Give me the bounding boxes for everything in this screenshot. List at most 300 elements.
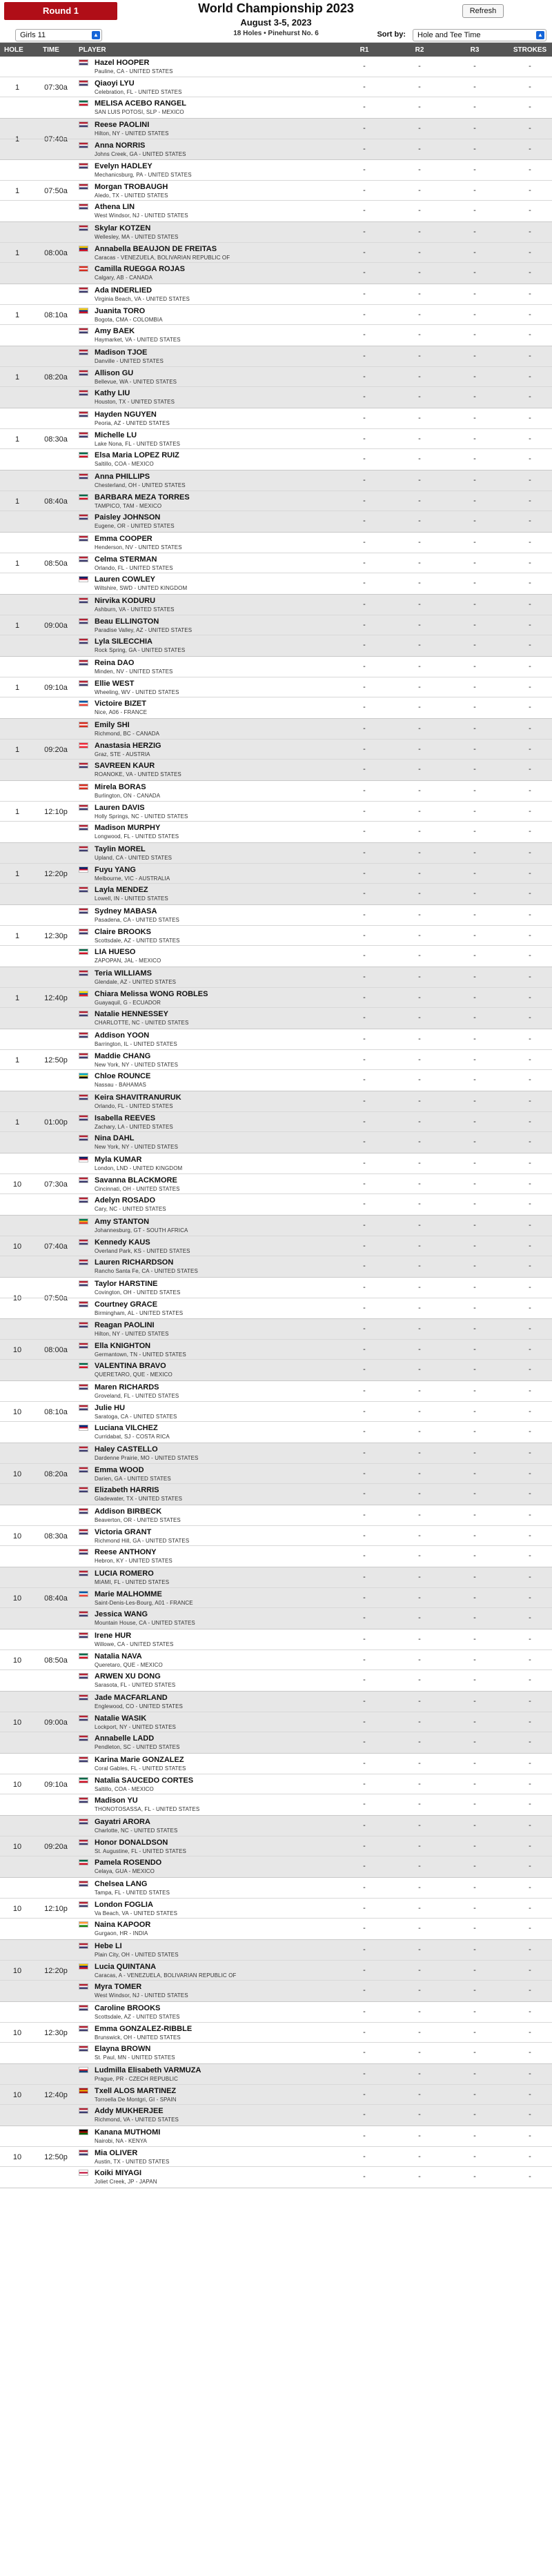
player-row[interactable] [0,1049,552,1069]
player-row[interactable] [0,1111,552,1131]
player-name[interactable]: LUCIA ROMERO [95,1569,154,1578]
score-r3: - [473,268,476,277]
player-name[interactable]: Anastasia HERZIG [95,742,161,750]
hole-number: 1 [14,373,20,382]
player-row[interactable] [0,1856,552,1876]
score-strokes: - [529,807,531,815]
player-name[interactable]: Ada INDERLIED [95,286,152,295]
player-name[interactable]: Myra TOMER [95,1983,142,1991]
player-name[interactable]: Madison MURPHY [95,824,161,832]
player-name[interactable]: Natalia SAUCEDO CORTES [95,1776,194,1785]
player-row[interactable] [0,1339,552,1359]
player-location: Johannesburg, GT - SOUTH AFRICA [95,1227,188,1233]
player-row[interactable] [0,987,552,1007]
player-row[interactable] [0,200,552,220]
player-row[interactable] [0,1670,552,1690]
player-row[interactable] [0,967,552,987]
player-name[interactable]: Reina DAO [95,659,135,667]
country-flag-icon [79,1570,88,1576]
player-row[interactable] [0,97,552,117]
player-row[interactable] [0,1483,552,1503]
player-row[interactable] [0,1029,552,1049]
player-row[interactable] [0,1567,552,1587]
score-strokes: - [529,393,531,401]
score-r1: - [363,973,366,981]
score-r2: - [418,1345,421,1354]
player-name[interactable]: Amy BAEK [95,327,135,335]
player-row[interactable] [0,925,552,945]
player-row[interactable] [0,553,552,573]
tee-group [0,1567,552,1629]
score-strokes: - [529,228,531,236]
player-row[interactable] [0,448,552,468]
player-row[interactable] [0,635,552,655]
player-row[interactable] [0,222,552,242]
player-row[interactable] [0,1732,552,1752]
player-name[interactable]: Celma STERMAN [95,555,157,564]
player-name[interactable]: Reese ANTHONY [95,1548,157,1556]
player-name[interactable]: Chiara Melissa WONG ROBLES [95,990,208,998]
player-name[interactable]: Ludmilla Elisabeth VARMUZA [95,2066,201,2074]
score-strokes: - [529,1097,531,1105]
player-name[interactable]: Emily SHI [95,721,130,729]
player-name[interactable]: Michelle LU [95,431,137,439]
tee-time: 07:30a [44,1180,68,1189]
player-name[interactable]: Madison TJOE [95,348,148,357]
score-r1: - [363,476,366,484]
player-name[interactable]: Anna PHILLIPS [95,473,150,481]
hole-number: 1 [14,932,20,940]
player-row[interactable] [0,573,552,593]
player-row[interactable] [0,242,552,262]
player-row[interactable] [0,77,552,97]
player-name[interactable]: Adelyn ROSADO [95,1196,156,1205]
player-location: Saltillo, COA - MEXICO [95,1786,154,1792]
score-r2: - [418,869,421,878]
player-name[interactable]: Honor DONALDSON [95,1839,168,1847]
player-row[interactable] [0,324,552,344]
player-name[interactable]: Nina DAHL [95,1134,135,1142]
player-row[interactable] [0,1236,552,1256]
player-name[interactable]: Hayden NGUYEN [95,410,157,419]
player-row[interactable] [0,1319,552,1339]
player-name[interactable]: Victoire BIZET [95,700,146,708]
country-flag-icon [79,1819,88,1825]
hole-number: 10 [12,2153,22,2161]
player-name[interactable]: Reagan PAOLINI [95,1321,155,1329]
player-row[interactable] [0,1794,552,1814]
player-row[interactable] [0,1878,552,1898]
country-flag-icon [79,2045,88,2052]
player-row[interactable] [0,2126,552,2146]
score-r2: - [418,1469,421,1478]
player-name[interactable]: Hazel HOOPER [95,59,150,67]
player-name[interactable]: Naina KAPOOR [95,1921,151,1929]
score-r2: - [418,1489,421,1498]
col-r3: R3 [470,46,480,54]
player-row[interactable] [0,863,552,883]
player-row[interactable] [0,180,552,200]
player-row[interactable] [0,1898,552,1918]
player-name[interactable]: Julie HU [95,1404,126,1412]
player-row[interactable] [0,2146,552,2166]
score-r1: - [363,931,366,940]
player-row[interactable] [0,2166,552,2186]
player-name[interactable]: Natalie HENNESSEY [95,1010,168,1018]
score-strokes: - [529,1635,531,1643]
round-tab[interactable]: Round 1 [4,2,117,20]
player-row[interactable] [0,1359,552,1379]
tee-group [0,2064,552,2126]
player-name[interactable]: Natalie WASIK [95,1714,147,1723]
player-row[interactable] [0,1774,552,1794]
player-name[interactable]: SAVREEN KAUR [95,762,155,770]
player-name[interactable]: LIA HUESO [95,948,136,956]
player-row[interactable] [0,1816,552,1836]
player-row[interactable] [0,1278,552,1298]
player-location: Scottsdale, AZ - UNITED STATES [95,2014,180,2020]
player-name[interactable]: Txell ALOS MARTINEZ [95,2087,177,2095]
player-name[interactable]: Juanita TORO [95,307,146,315]
tee-time: 08:30a [44,1532,68,1540]
player-name[interactable]: Athena LIN [95,203,135,211]
player-row[interactable] [0,1401,552,1421]
player-name[interactable]: Jessica WANG [95,1610,148,1618]
player-name[interactable]: Annabella BEAUJON DE FREITAS [95,245,217,253]
player-row[interactable] [0,801,552,821]
player-location: Celaya, GUA - MEXICO [95,1868,155,1874]
player-row[interactable] [0,821,552,841]
player-row[interactable] [0,2022,552,2042]
score-r1: - [363,600,366,608]
player-row[interactable] [0,1381,552,1401]
player-name[interactable]: Ellie WEST [95,680,135,688]
player-name[interactable]: Skylar KOTZEN [95,224,151,232]
player-row[interactable] [0,428,552,448]
player-name[interactable]: Taylor HARSTINE [95,1280,158,1288]
player-row[interactable] [0,511,552,531]
player-row[interactable] [0,2104,552,2124]
score-strokes: - [529,330,531,339]
player-name[interactable]: Isabella REEVES [95,1114,156,1122]
player-name[interactable]: Natalia NAVA [95,1652,142,1661]
hole-number: 10 [12,1408,22,1416]
score-r3: - [473,103,476,111]
score-strokes: - [529,1489,531,1498]
player-location: Englewood, CO - UNITED STATES [95,1703,183,1710]
score-r3: - [473,476,476,484]
player-location: Lockport, NY - UNITED STATES [95,1724,176,1730]
player-location: Va Beach, VA - UNITED STATES [95,1910,178,1916]
score-r2: - [418,166,421,174]
player-row[interactable] [0,1463,552,1483]
hole-number: 1 [14,83,20,92]
player-row[interactable] [0,408,552,428]
score-r2: - [418,1221,421,1229]
player-name[interactable]: Elsa Maria LOPEZ RUIZ [95,451,179,459]
player-row[interactable] [0,1153,552,1173]
player-name[interactable]: Beau ELLINGTON [95,617,159,626]
player-row[interactable] [0,1069,552,1089]
player-name[interactable]: Marie MALHOMME [95,1590,162,1598]
sort-value: Hole and Tee Time [417,31,481,39]
player-name[interactable]: Taylin MOREL [95,845,146,853]
player-row[interactable] [0,1692,552,1712]
player-row[interactable] [0,491,552,511]
player-row[interactable] [0,843,552,863]
player-row[interactable] [0,1131,552,1151]
country-flag-icon [79,1487,88,1493]
player-row[interactable] [0,57,552,77]
player-name[interactable]: Mia OLIVER [95,2149,138,2157]
player-name[interactable]: Maren RICHARDS [95,1383,159,1391]
tee-time: 08:10a [44,1408,68,1416]
score-r2: - [418,827,421,835]
score-r1: - [363,414,366,422]
player-name[interactable]: Teria WILLIAMS [95,969,152,978]
score-r1: - [363,703,366,711]
player-name[interactable]: Madison YU [95,1796,138,1805]
player-row[interactable] [0,2042,552,2062]
player-name[interactable]: Evelyn HADLEY [95,162,152,170]
player-name[interactable]: Allison GU [95,369,134,377]
player-name[interactable]: Reese PAOLINI [95,121,150,129]
score-strokes: - [529,641,531,649]
event-course: 18 Holes • Pinehurst No. 6 [233,30,319,37]
country-flag-icon [79,2129,88,2135]
refresh-button[interactable]: Refresh [462,4,504,18]
player-row[interactable] [0,1980,552,2000]
player-name[interactable]: MELISA ACEBO RANGEL [95,99,187,108]
player-name[interactable]: Kennedy KAUS [95,1238,150,1247]
player-row[interactable] [0,1754,552,1774]
player-row[interactable] [0,1525,552,1545]
country-flag-icon [79,1343,88,1349]
player-name[interactable]: Pamela ROSENDO [95,1859,162,1867]
player-name[interactable]: Chelsea LANG [95,1880,148,1888]
score-r1: - [363,807,366,815]
score-r1: - [363,1800,366,1808]
player-name[interactable]: Amy STANTON [95,1218,150,1226]
score-r1: - [363,641,366,649]
player-row[interactable] [0,1007,552,1027]
score-r2: - [418,330,421,339]
player-name[interactable]: Kanana MUTHOMI [95,2128,161,2137]
player-name[interactable]: Lyla SILECCHIA [95,637,152,646]
player-name[interactable]: Morgan TROBAUGH [95,183,168,191]
player-row[interactable] [0,1505,552,1525]
player-name[interactable]: Irene HUR [95,1632,132,1640]
player-name[interactable]: Lauren RICHARDSON [95,1258,174,1267]
player-row[interactable] [0,1960,552,1980]
player-row[interactable] [0,304,552,324]
player-row[interactable] [0,883,552,903]
player-name[interactable]: Mirela BORAS [95,783,146,791]
country-flag-icon [79,100,88,106]
player-row[interactable] [0,2002,552,2022]
player-name[interactable]: Paisley JOHNSON [95,513,161,522]
player-row[interactable] [0,1587,552,1607]
division-select[interactable] [15,29,102,41]
player-name[interactable]: Lucia QUINTANA [95,1963,157,1971]
score-strokes: - [529,455,531,463]
country-flag-icon [79,1653,88,1659]
player-row[interactable] [0,1298,552,1318]
player-row[interactable] [0,1091,552,1111]
player-name[interactable]: Nirvika KODURU [95,597,156,605]
player-name[interactable]: Kathy LIU [95,389,130,397]
sort-select[interactable] [413,29,546,41]
player-row[interactable] [0,1443,552,1463]
score-r3: - [473,1759,476,1767]
tee-group [0,2126,552,2188]
player-row[interactable] [0,1607,552,1627]
score-r3: - [473,373,476,381]
player-name[interactable]: Haley CASTELLO [95,1445,158,1454]
country-flag-icon [79,2067,88,2073]
player-name[interactable]: Chloe ROUNCE [95,1072,151,1080]
player-name[interactable]: Luciana VILCHEZ [95,1424,158,1432]
player-row[interactable] [0,719,552,739]
player-row[interactable] [0,1940,552,1960]
player-row[interactable] [0,470,552,491]
player-name[interactable]: Fuyu YANG [95,866,136,874]
player-location: Hebron, KY - UNITED STATES [95,1558,172,1564]
player-name[interactable]: Maddie CHANG [95,1052,151,1060]
player-row[interactable] [0,1216,552,1236]
player-row[interactable] [0,346,552,366]
player-row[interactable] [0,677,552,697]
player-row[interactable] [0,1649,552,1670]
score-r1: - [363,724,366,733]
player-name[interactable]: Addison YOON [95,1031,150,1040]
player-name[interactable]: Addison BIRBECK [95,1507,162,1516]
player-row[interactable] [0,1256,552,1276]
player-row[interactable] [0,1421,552,1441]
player-name[interactable]: BARBARA MEZA TORRES [95,493,190,502]
player-name[interactable]: Savanna BLACKMORE [95,1176,177,1185]
player-name[interactable]: Layla MENDEZ [95,886,148,894]
score-strokes: - [529,1552,531,1560]
player-name[interactable]: Anna NORRIS [95,141,146,150]
player-name[interactable]: Claire BROOKS [95,928,151,936]
player-name[interactable]: Elayna BROWN [95,2045,151,2053]
score-r2: - [418,1449,421,1457]
score-strokes: - [529,1118,531,1126]
player-name[interactable]: Elizabeth HARRIS [95,1486,159,1494]
player-name[interactable]: Emma GONZALEZ-RIBBLE [95,2025,193,2033]
score-strokes: - [529,268,531,277]
player-name[interactable]: Karina Marie GONZALEZ [95,1756,184,1764]
player-name[interactable]: Camilla RUEGGA ROJAS [95,265,186,273]
player-row[interactable] [0,1836,552,1856]
player-name[interactable]: Emma COOPER [95,535,152,543]
player-name[interactable]: Addy MUKHERJEE [95,2107,164,2115]
score-r2: - [418,621,421,629]
player-row[interactable] [0,657,552,677]
score-strokes: - [529,1056,531,1064]
country-flag-icon [79,1177,88,1183]
score-r1: - [363,1076,366,1084]
player-row[interactable] [0,2084,552,2104]
country-flag-icon [79,204,88,210]
player-name[interactable]: Courtney GRACE [95,1300,158,1309]
player-row[interactable] [0,1193,552,1213]
country-flag-icon [79,1363,88,1369]
player-name[interactable]: Ella KNIGHTON [95,1342,151,1350]
player-row[interactable] [0,366,552,386]
player-row[interactable] [0,739,552,759]
score-r2: - [418,206,421,215]
player-row[interactable] [0,615,552,635]
score-r1: - [363,352,366,360]
player-location: Ashburn, VA - UNITED STATES [95,606,175,613]
player-row[interactable] [0,1173,552,1193]
player-row[interactable] [0,1918,552,1938]
player-row[interactable] [0,119,552,139]
player-row[interactable] [0,759,552,779]
player-row[interactable] [0,1629,552,1649]
player-row[interactable] [0,160,552,180]
player-name[interactable]: Gayatri ARORA [95,1818,150,1826]
player-location: Scottsdale, AZ - UNITED STATES [95,938,180,944]
player-row[interactable] [0,2064,552,2084]
player-name[interactable]: Qiaoyi LYU [95,79,135,88]
score-r2: - [418,579,421,587]
player-name[interactable]: Lauren DAVIS [95,804,145,812]
country-flag-icon [79,1549,88,1555]
score-r1: - [363,1862,366,1870]
player-name[interactable]: Hebe LI [95,1942,122,1950]
player-name[interactable]: VALENTINA BRAVO [95,1362,166,1370]
player-name[interactable]: Caroline BROOKS [95,2004,161,2012]
player-name[interactable]: Sydney MABASA [95,907,157,915]
player-row[interactable] [0,1545,552,1565]
player-row[interactable] [0,945,552,965]
player-name[interactable]: ARWEN XU DONG [95,1672,161,1681]
player-name[interactable]: Annabelle LADD [95,1734,155,1743]
player-row[interactable] [0,139,552,159]
player-row[interactable] [0,905,552,925]
player-name[interactable]: London FOGLIA [95,1901,153,1909]
player-row[interactable] [0,284,552,304]
player-name[interactable]: Keira SHAVITRANURUK [95,1093,181,1102]
player-row[interactable] [0,595,552,615]
player-row[interactable] [0,1712,552,1732]
player-name[interactable]: Jade MACFARLAND [95,1694,168,1702]
player-row[interactable] [0,781,552,801]
score-r2: - [418,1904,421,1912]
player-name[interactable]: Myla KUMAR [95,1156,142,1164]
player-name[interactable]: Victoria GRANT [95,1528,152,1536]
tee-time: 01:00p [44,1118,68,1127]
hole-number: 1 [14,135,20,143]
score-r1: - [363,1180,366,1188]
division-value: Girls 11 [20,31,46,39]
player-name[interactable]: Lauren COWLEY [95,575,156,584]
player-row[interactable] [0,262,552,282]
player-row[interactable] [0,386,552,406]
player-name[interactable]: Emma WOOD [95,1466,144,1474]
player-name[interactable]: Koiki MIYAGI [95,2169,142,2177]
player-row[interactable] [0,533,552,553]
player-location: London, LND - UNITED KINGDOM [95,1165,183,1171]
score-r2: - [418,1924,421,1932]
score-strokes: - [529,1345,531,1354]
tee-time: 08:30a [44,435,68,444]
score-strokes: - [529,248,531,257]
player-row[interactable] [0,697,552,717]
